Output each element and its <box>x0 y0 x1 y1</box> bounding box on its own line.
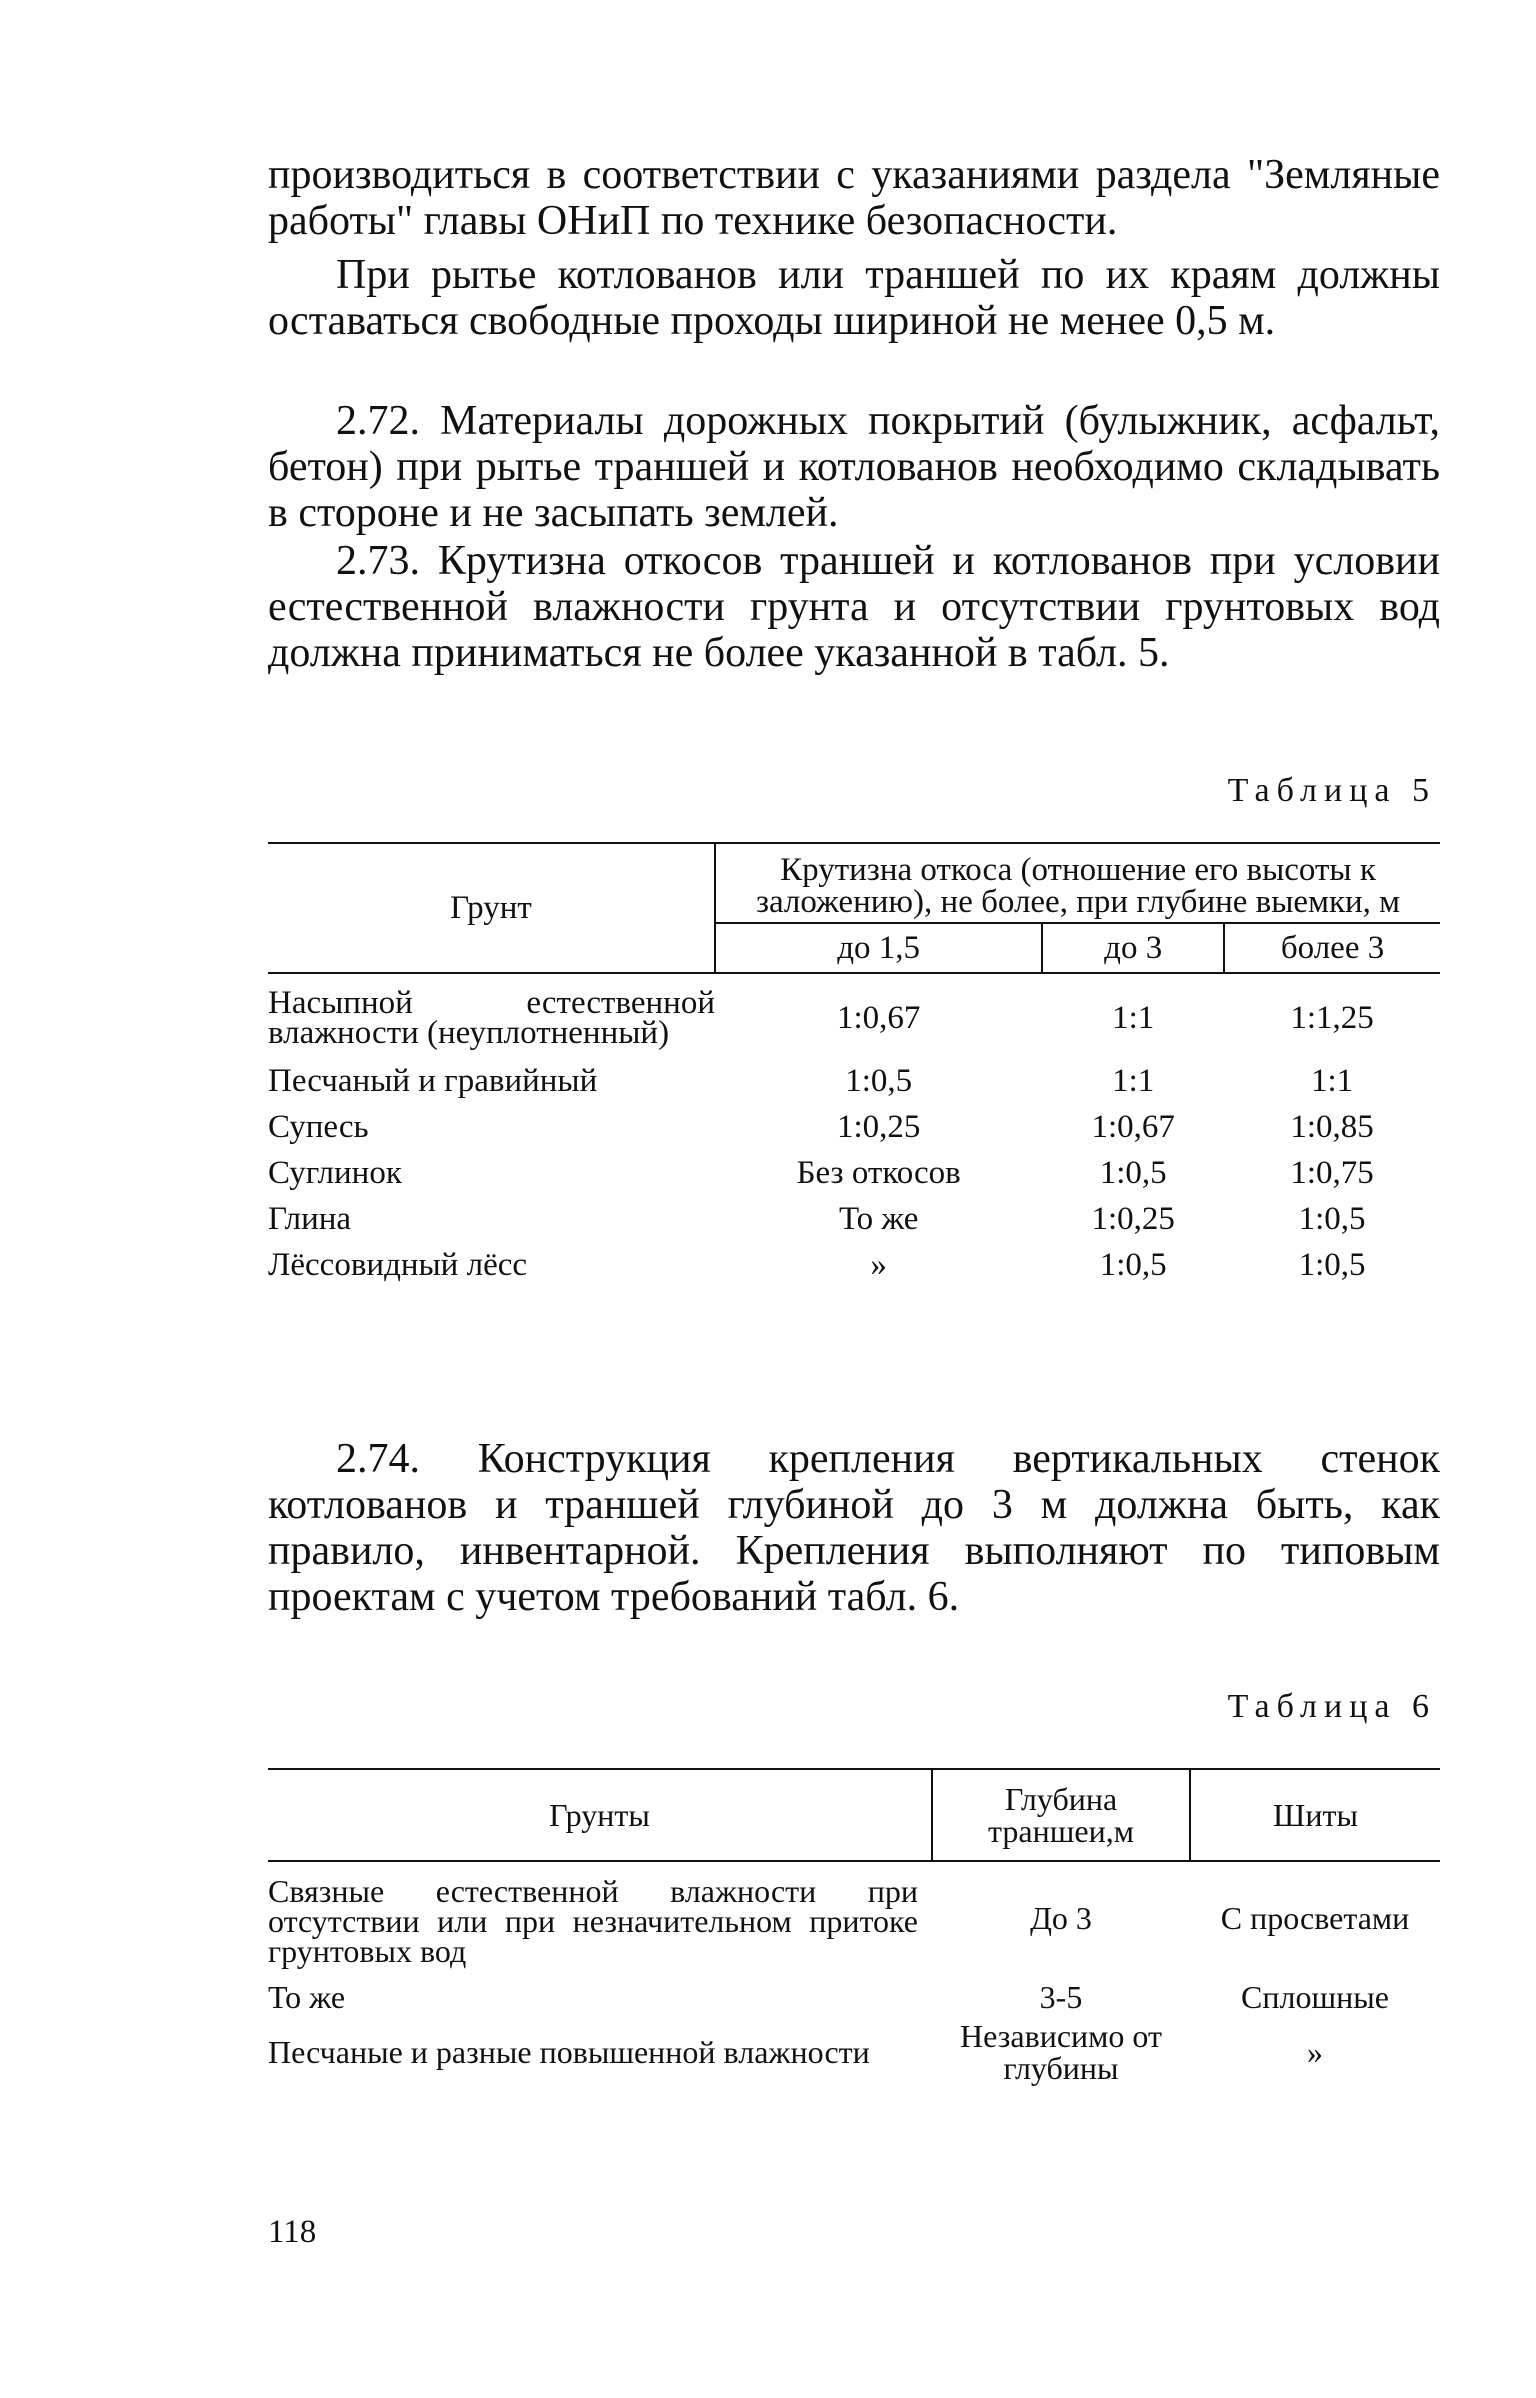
table-5-header-soil: Грунт <box>268 843 715 973</box>
table-5-value-cell: 1:0,25 <box>836 1108 921 1145</box>
paragraph-2-72: 2.72. Материалы дорожных покрытий (булыжник, асфальт, бетон) при рытье траншей и котлованов необходимо складывать в стороне и не засыпать землей. <box>268 398 1440 536</box>
table-row <box>268 1150 1440 1196</box>
table-5-value-cell: 1:0,25 <box>1091 1200 1175 1237</box>
table-5-caption: Таблица 5 <box>1227 772 1436 809</box>
table-row <box>268 2020 1440 2084</box>
table-row <box>268 1974 1440 2020</box>
table-row <box>268 1058 1440 1104</box>
paragraph-2-73: 2.73. Крутизна откосов траншей и котлованов при условии естественной влажности грунта и отсутствии грунтовых вод должна приниматься не более указанной в табл. 5. <box>268 538 1440 676</box>
table-6 <box>268 1768 1440 2084</box>
table-5-soil-cell: Супесь <box>268 1109 369 1145</box>
table-5-value-cell: 1:0,75 <box>1290 1154 1374 1191</box>
table-5-value-cell: 1:0,85 <box>1290 1108 1374 1145</box>
table-5-value-cell: 1:1 <box>1112 1062 1155 1099</box>
table-5-value-cell: 1:0,5 <box>1099 1246 1167 1283</box>
table-5-subheader: до 3 <box>1042 923 1224 973</box>
table-5-value-cell: 1:0,67 <box>836 999 921 1036</box>
table-5 <box>268 842 1440 1288</box>
table-5-value-cell: 1:0,5 <box>1099 1154 1167 1191</box>
table-6-soil-cell: Связные естественной влажности при отсутствии или при незначительном притоке грунтовых вод <box>268 1873 918 1969</box>
table-5-soil-cell: Лёссовидный лёсс <box>268 1247 528 1283</box>
table-row <box>268 1104 1440 1150</box>
table-6-depth-cell: До 3 <box>1030 1900 1092 1936</box>
table-6-soil-cell: Песчаные и разные повышенной влажности <box>268 2034 870 2070</box>
table-5-soil-cell: Суглинок <box>268 1155 402 1191</box>
table-5-value-cell: Без откосов <box>796 1154 961 1191</box>
table-5-subheader: до 1,5 <box>715 923 1042 973</box>
table-5-value-cell: 1:1 <box>1112 999 1155 1036</box>
table-5-value-cell: 1:0,5 <box>1298 1200 1366 1237</box>
table-5-subheader: более 3 <box>1224 923 1440 973</box>
table-row <box>268 1242 1440 1288</box>
table-5-value-cell: 1:0,5 <box>845 1062 913 1099</box>
table-6-header-depth: Глубина траншеи,м <box>932 1769 1190 1861</box>
table-5-value-cell: 1:0,67 <box>1091 1108 1175 1145</box>
table-6-caption: Таблица 6 <box>1227 1688 1436 1725</box>
paragraph-2: При рытье котлованов или траншей по их краям должны оставаться свободные проходы шириной не менее 0,5 м. <box>268 252 1440 344</box>
table-5-header-slope: Крутизна откоса (отношение его высоты к заложению), не более, при глубине выемки, м <box>715 843 1440 923</box>
table-row <box>268 1196 1440 1242</box>
table-6-soil-cell: То же <box>268 1979 346 2015</box>
table-6-header-soils: Грунты <box>268 1769 932 1861</box>
table-5-value-cell: 1:1 <box>1310 1062 1354 1099</box>
table-5-soil-cell: Насыпной естественной влажности (неуплотненный) <box>268 985 715 1051</box>
table-5-value-cell: 1:0,5 <box>1298 1246 1366 1283</box>
paragraph-1: производиться в соответствии с указаниями раздела "Земляные работы" главы ОНиП по технике безопасности. <box>268 152 1440 244</box>
table-5-soil-cell: Глина <box>268 1201 352 1237</box>
table-6-shields-cell: Сплошные <box>1241 1979 1389 2015</box>
paragraph-2-74: 2.74. Конструкция крепления вертикальных стенок котлованов и траншей глубиной до 3 м должна быть, как правило, инвентарной. Крепления выполняют по типовым проектам с учетом требований табл. 6. <box>268 1436 1440 1620</box>
table-5-value-cell: То же <box>838 1200 919 1237</box>
table-5-value-cell: 1:1,25 <box>1290 999 1374 1036</box>
table-5-soil-cell: Песчаный и гравийный <box>268 1063 598 1099</box>
table-6-depth-cell: 3-5 <box>1039 1979 1083 2015</box>
table-6-header-shields: Шиты <box>1190 1769 1440 1861</box>
table-5-value-cell: » <box>870 1246 887 1283</box>
table-6-shields-cell: » <box>1307 2034 1323 2070</box>
table-6-depth-cell: Независимо от глубины <box>960 2018 1162 2086</box>
page-number: 118 <box>268 2214 317 2250</box>
table-row <box>268 1861 1440 1974</box>
table-row <box>268 973 1440 1058</box>
table-6-shields-cell: С просветами <box>1220 1900 1410 1936</box>
